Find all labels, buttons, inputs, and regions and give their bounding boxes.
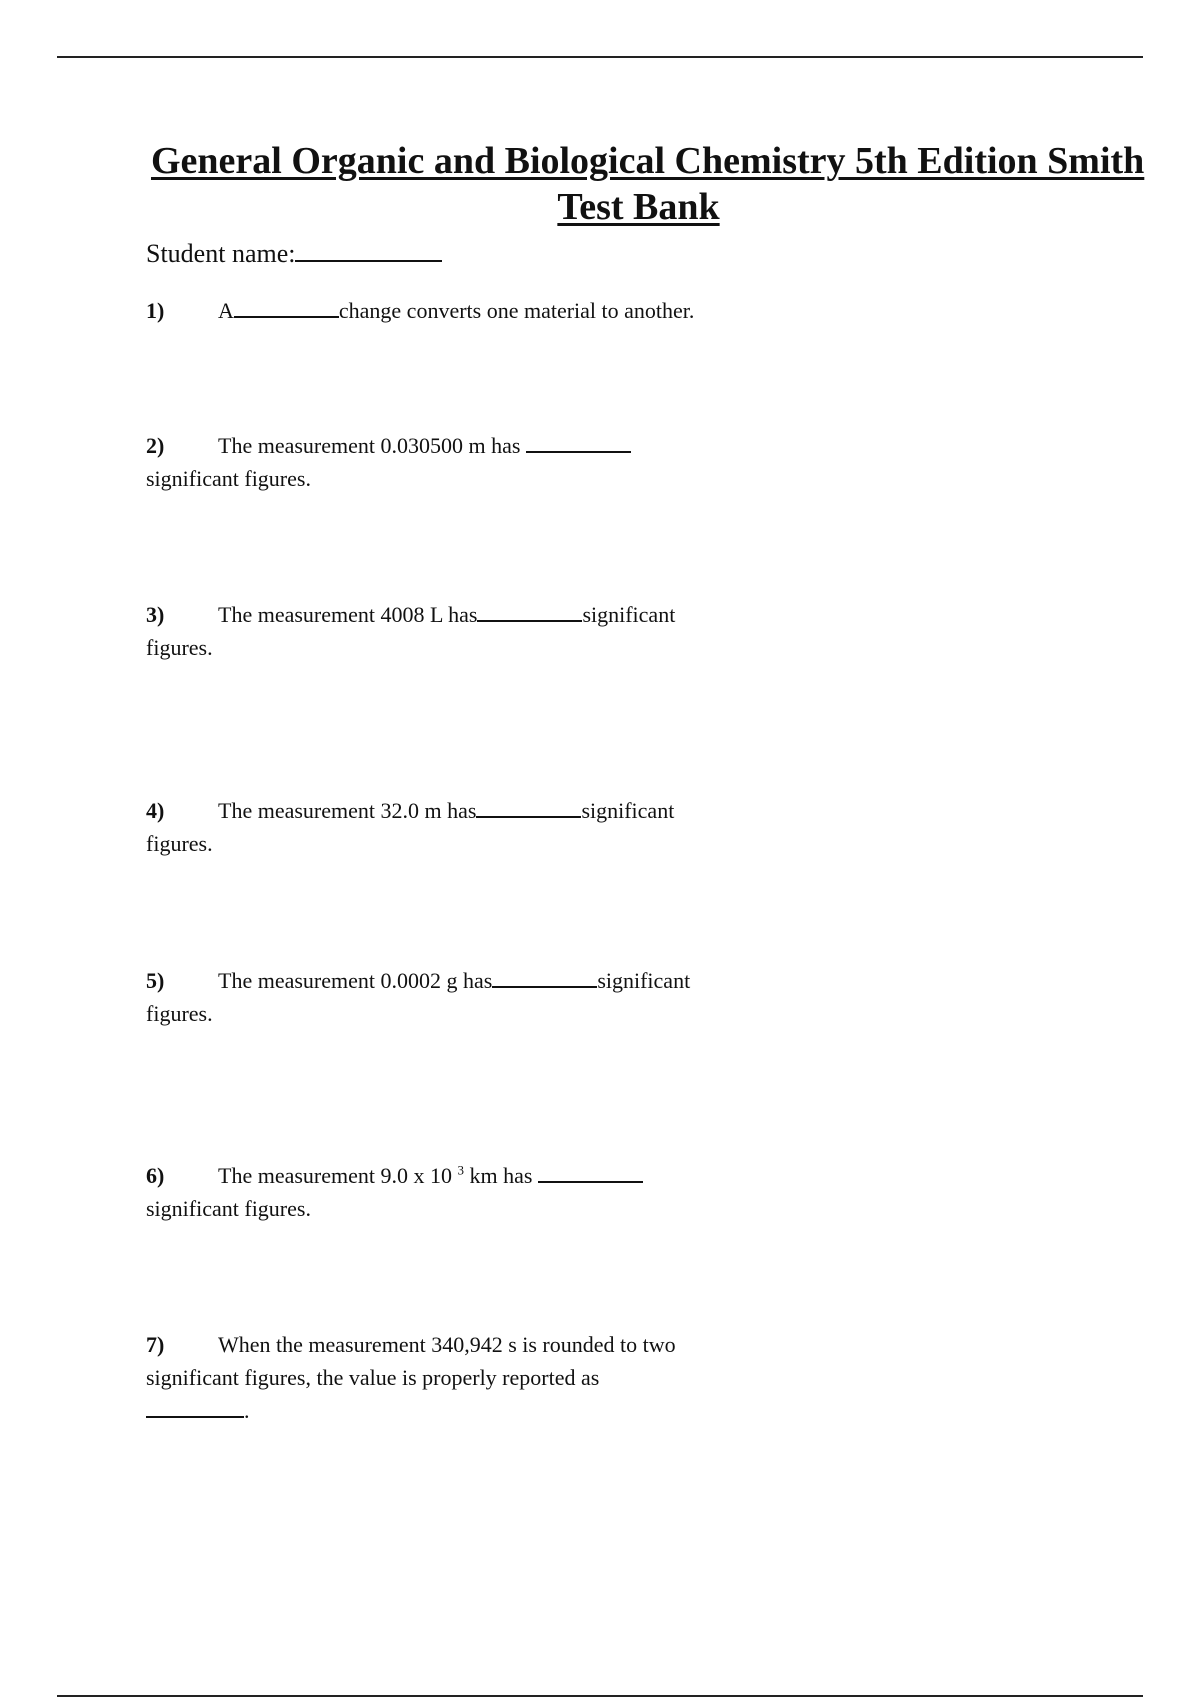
question-number: 1) [146,298,165,323]
question-6 [146,1159,766,1225]
question-text-cont: figures. [146,1001,213,1026]
question-text: The measurement 0.030500 m has [218,433,526,458]
question-5 [146,964,766,1030]
answer-blank[interactable] [146,1400,244,1418]
question-text: The measurement 0.0002 g has [218,968,493,993]
exponent: 3 [457,1162,464,1178]
answer-blank[interactable] [526,435,631,453]
top-rule [57,56,1143,58]
student-name-label: Student name: [146,239,296,268]
question-text-after: change converts one material to another. [338,298,695,323]
answer-blank[interactable] [234,300,339,318]
question-text-rest: km has [464,1163,538,1188]
question-text: When the measurement 340,942 s is rounded to two [218,1332,676,1357]
question-number: 4) [146,798,165,823]
answer-blank[interactable] [538,1165,643,1183]
question-text-line2: significant figures, the value is properly reported as [146,1365,600,1390]
question-text-after: significant [581,798,675,823]
student-name-field[interactable] [295,240,442,262]
answer-blank[interactable] [492,970,597,988]
document-title-line2-wrap [0,184,1200,230]
question-2 [146,429,766,495]
document-title-line1: General Organic and Biological Chemistry 5th Edition Smith [151,140,1145,182]
question-4 [146,794,766,860]
question-text-after: significant [597,968,691,993]
question-text-cont: figures. [146,831,213,856]
question-text-cont: significant figures. [146,466,311,491]
question-text-cont: figures. [146,635,213,660]
bottom-rule [57,1695,1143,1697]
question-number: 5) [146,968,165,993]
question-3 [146,598,766,664]
question-text-cont: significant figures. [146,1196,311,1221]
question-text: A [218,298,234,323]
question-text-end: . [244,1398,250,1423]
question-number: 7) [146,1332,165,1357]
question-text: The measurement 32.0 m has [218,798,477,823]
question-text: The measurement 9.0 x 10 [218,1163,458,1188]
answer-blank[interactable] [476,800,581,818]
question-text-after: significant [582,602,676,627]
question-number: 3) [146,602,165,627]
question-7 [146,1328,766,1427]
question-number: 6) [146,1163,165,1188]
question-text: The measurement 4008 L has [218,602,478,627]
answer-blank[interactable] [477,604,582,622]
question-number: 2) [146,433,165,458]
student-name-row [146,238,442,270]
document-title-line2: Test Bank [557,186,720,228]
question-1 [146,294,766,327]
